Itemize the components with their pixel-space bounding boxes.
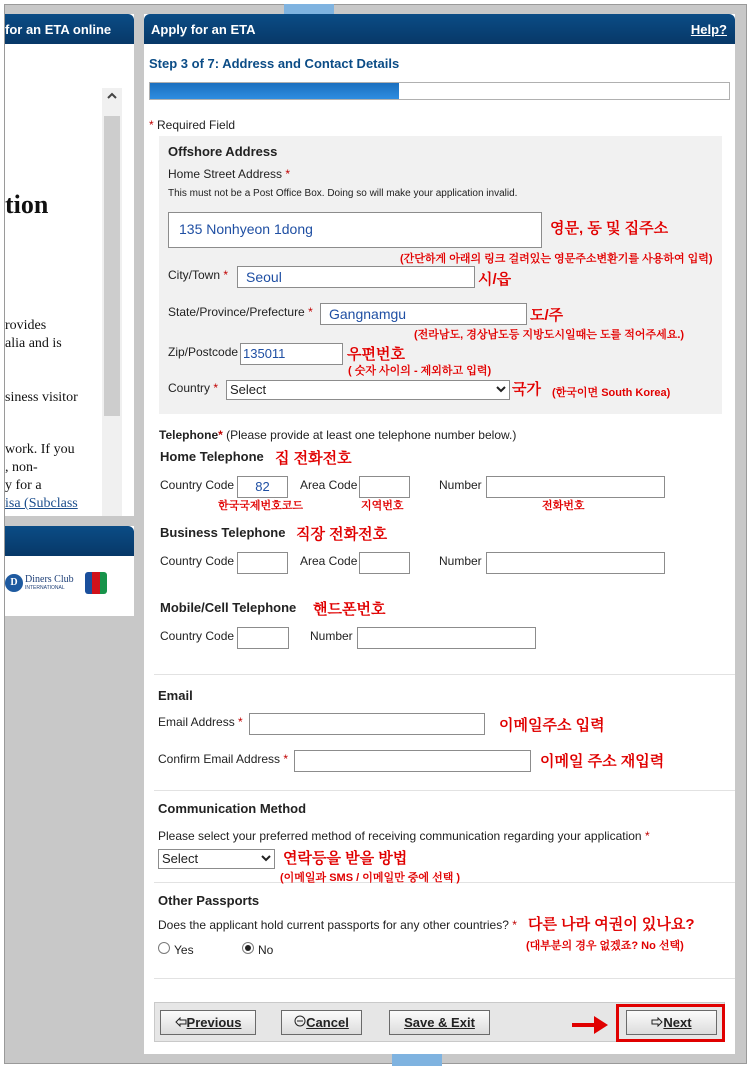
communication-question-text: Please select your preferred method of receiving communication regarding your application	[158, 829, 642, 843]
yes-label: Yes	[174, 943, 194, 957]
annotation-area-code: 지역번호	[361, 500, 404, 512]
annotation-passports: 다른 나라 여권이 있나요?	[528, 916, 695, 933]
email-label-text: Email Address	[158, 715, 235, 729]
annotation-zip-sub: ( 숫자 사이의 - 제외하고 입력)	[348, 365, 492, 377]
zip-label: Zip/Postcode	[168, 345, 239, 359]
annotation-home-tel: 집 전화전호	[275, 450, 352, 467]
annotation-communication-sub: (이메일과 SMS / 이메일만 중에 선택 )	[280, 872, 461, 884]
left-text-line: y for a	[5, 478, 42, 493]
annotation-city: 시/읍	[478, 271, 512, 288]
left-text-line: work. If you	[5, 442, 75, 457]
save-exit-button[interactable]	[389, 1010, 490, 1035]
annotation-business-tel: 직장 전화전호	[296, 526, 388, 543]
telephone-note: (Please provide at least one telephone number below.)	[226, 428, 517, 442]
email-label: Email Address *	[158, 715, 243, 729]
annotation-street: 영문, 동 및 집주소	[550, 220, 669, 237]
communication-title: Communication Method	[158, 801, 307, 816]
next-label: Next	[663, 1015, 692, 1030]
annotation-street-sub: (간단하게 아래의 링크 걸려있는 영문주소변환기를 사용하여 입력)	[400, 253, 713, 265]
state-label-text: State/Province/Prefecture	[168, 305, 305, 319]
scrollbar-thumb[interactable]	[104, 116, 120, 416]
home-country-code-input[interactable]: 82	[237, 476, 288, 498]
mobile-number-label: Number	[310, 629, 353, 643]
business-area-code-input[interactable]	[359, 552, 410, 574]
mobile-telephone-title: Mobile/Cell Telephone	[160, 600, 297, 615]
previous-label: Previous	[186, 1015, 242, 1030]
confirm-email-label-text: Confirm Email Address	[158, 752, 281, 766]
city-label-text: City/Town	[168, 268, 221, 282]
mobile-number-input[interactable]	[357, 627, 536, 649]
help-link[interactable]: Help?	[690, 22, 727, 37]
diners-club-icon: D	[5, 574, 23, 592]
no-radio[interactable]	[242, 942, 254, 954]
home-area-code-label: Area Code	[300, 478, 358, 492]
main-header	[144, 14, 735, 44]
country-label-text: Country	[168, 381, 211, 395]
state-input[interactable]: Gangnamgu	[320, 303, 527, 325]
payment-panel-header	[5, 526, 134, 556]
save-exit-label: Save & Exit	[404, 1015, 475, 1030]
annotation-passports-sub: (대부분의 경우 없겠죠? No 선택)	[526, 940, 684, 952]
home-telephone-title: Home Telephone	[160, 449, 264, 464]
left-text-line: , non-	[5, 460, 38, 475]
red-arrow-icon	[570, 1013, 610, 1037]
city-input[interactable]: Seoul	[237, 266, 475, 288]
annotation-state-sub: (전라남도, 경상남도등 지방도시일때는 도를 적어주세요.)	[414, 329, 685, 341]
business-country-code-input[interactable]	[237, 552, 288, 574]
business-number-input[interactable]	[486, 552, 665, 574]
annotation-state: 도/주	[530, 307, 564, 324]
communication-question: Please select your preferred method of receiving communication regarding your application *	[158, 829, 650, 843]
annotation-zip: 우편번호	[347, 346, 405, 363]
annotation-country-code: 한국국제번호코드	[218, 500, 304, 512]
left-scrollbar[interactable]	[102, 88, 122, 516]
chevron-down-icon	[260, 850, 272, 872]
telephone-title: Telephone* (Please provide at least one telephone number below.)	[159, 428, 517, 442]
visa-subclass-link[interactable]: isa (Subclass	[5, 496, 78, 511]
confirm-email-input[interactable]	[294, 750, 531, 772]
left-panel-header: for an ETA online	[5, 14, 134, 44]
left-text-line: rovides	[5, 318, 47, 333]
diners-club-logo	[5, 572, 79, 594]
cancel-icon	[294, 1015, 306, 1027]
business-telephone-title: Business Telephone	[160, 525, 286, 540]
street-label: Home Street Address *	[168, 167, 291, 181]
diners-club-sub: INTERNATIONAL	[25, 585, 65, 591]
section-divider	[154, 978, 735, 979]
street-address-input[interactable]: 135 Nonhyeon 1dong	[168, 212, 542, 248]
street-note: This must not be a Post Office Box. Doing so will make your application invalid.	[168, 188, 518, 199]
city-label: City/Town *	[168, 268, 229, 282]
no-label: No	[258, 943, 274, 957]
confirm-email-label: Confirm Email Address *	[158, 752, 289, 766]
offshore-address-title: Offshore Address	[168, 144, 278, 159]
country-select[interactable]	[226, 380, 510, 400]
progress-bar	[149, 82, 730, 100]
communication-select-value: Select	[162, 851, 199, 866]
page-title: Apply for an ETA	[151, 22, 256, 37]
country-select-value: Select	[230, 382, 267, 397]
cancel-button[interactable]	[281, 1010, 362, 1035]
passports-question: Does the applicant hold current passports for any other countries? *	[158, 918, 517, 932]
street-label-text: Home Street Address	[168, 167, 283, 181]
home-country-code-label: Country Code	[160, 478, 235, 492]
card-logos	[5, 556, 134, 616]
business-country-code-label: Country Code	[160, 554, 235, 568]
top-tab-marker	[284, 4, 334, 14]
progress-fill	[150, 83, 399, 99]
jcb-logo	[85, 572, 107, 594]
annotation-mobile-tel: 핸드폰번호	[313, 601, 386, 618]
annotation-number: 전화번호	[542, 500, 585, 512]
diners-club-name: Diners Club	[25, 574, 74, 585]
home-number-label: Number	[439, 478, 482, 492]
arrow-left-icon	[175, 1017, 187, 1027]
communication-select[interactable]	[158, 849, 275, 869]
annotation-country-sub: (한국이면 South Korea)	[552, 387, 671, 399]
required-note-text: Required Field	[157, 118, 236, 132]
passports-title: Other Passports	[158, 893, 260, 908]
scroll-up-icon[interactable]	[105, 90, 119, 106]
apply-eta-panel	[144, 14, 735, 1054]
mobile-country-code-input[interactable]	[237, 627, 289, 649]
chevron-down-icon	[495, 381, 507, 403]
section-divider	[154, 674, 735, 675]
business-number-label: Number	[439, 554, 482, 568]
previous-button[interactable]	[160, 1010, 256, 1035]
required-note: * Required Field	[149, 118, 236, 132]
left-panel-body	[5, 44, 134, 516]
home-area-code-input[interactable]	[359, 476, 410, 498]
left-heading: tion	[5, 190, 49, 219]
annotation-email: 이메일주소 입력	[499, 717, 605, 734]
home-number-input[interactable]	[486, 476, 665, 498]
annotation-communication: 연락등을 받을 방법	[283, 850, 408, 867]
country-label: Country *	[168, 381, 219, 395]
left-text-line: alia and is	[5, 336, 62, 351]
left-info-panel	[5, 14, 134, 516]
cancel-label: Cancel	[306, 1015, 349, 1030]
annotation-confirm-email: 이메일 주소 재입력	[540, 753, 665, 770]
left-text-line: siness visitor	[5, 390, 78, 405]
state-label: State/Province/Prefecture *	[168, 305, 313, 319]
bottom-tab-marker	[392, 1054, 442, 1066]
zip-input[interactable]: 135011	[240, 343, 343, 365]
email-input[interactable]	[249, 713, 485, 735]
payment-cards-panel	[5, 526, 134, 616]
business-area-code-label: Area Code	[300, 554, 358, 568]
annotation-country: 국가	[512, 381, 541, 398]
email-title: Email	[158, 688, 193, 703]
mobile-country-code-label: Country Code	[160, 629, 235, 643]
section-divider	[154, 790, 735, 791]
next-highlight-box	[616, 1004, 725, 1042]
passports-question-text: Does the applicant hold current passports for any other countries?	[158, 918, 509, 932]
yes-radio[interactable]	[158, 942, 170, 954]
step-title: Step 3 of 7: Address and Contact Details	[149, 56, 400, 71]
telephone-title-text: Telephone	[159, 428, 219, 442]
